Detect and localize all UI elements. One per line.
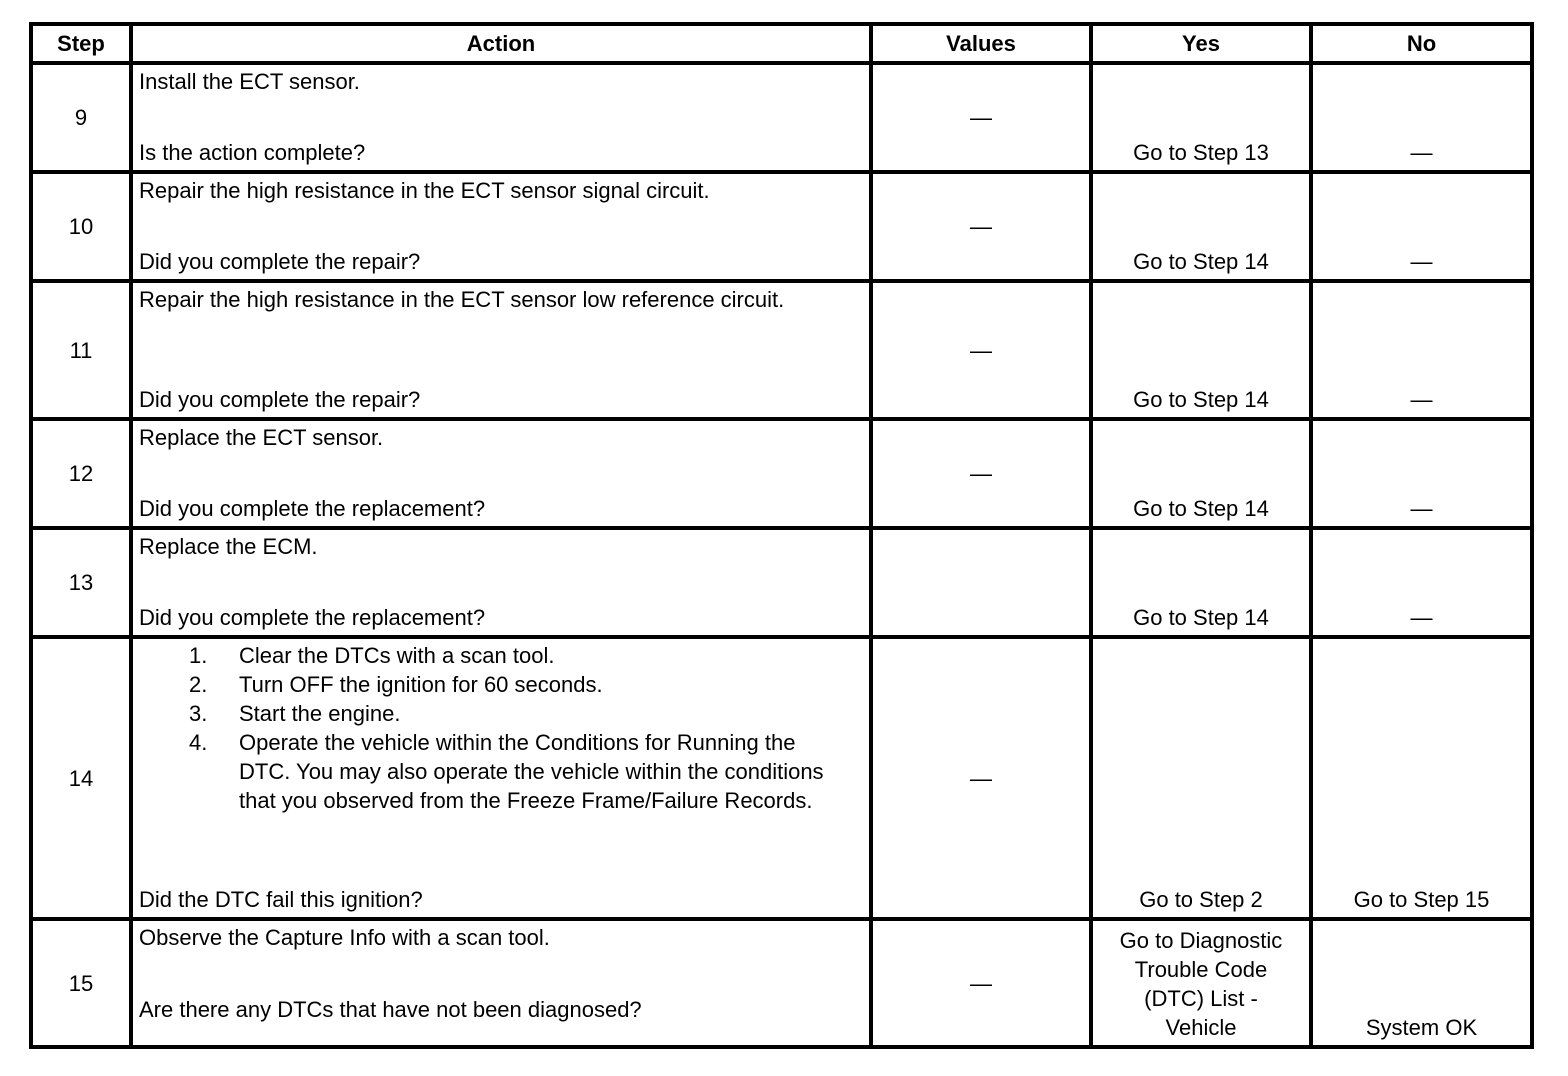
action-question: Did you complete the repair?	[139, 387, 421, 412]
yes-result: Go to Diagnostic Trouble Code (DTC) List - Vehicle	[1119, 928, 1283, 1040]
table-row	[31, 528, 1532, 637]
header-values: Values	[871, 24, 1091, 63]
no-result: —	[1410, 387, 1433, 412]
no-cell	[1311, 637, 1532, 919]
action-question: Did the DTC fail this ignition?	[139, 887, 423, 912]
table-row	[31, 172, 1532, 281]
action-cell	[131, 637, 871, 919]
header-yes: Yes	[1091, 24, 1311, 63]
no-cell	[1311, 528, 1532, 637]
action-question: Are there any DTCs that have not been diagnosed?	[139, 997, 642, 1022]
table-row	[31, 281, 1532, 419]
action-cell	[131, 419, 871, 528]
header-action: Action	[131, 24, 871, 63]
substep-text: Operate the vehicle within the Conditions for Running the DTC. You may also operate the vehicle within the conditions that you observed from the Freeze Frame/Failure Records.	[239, 730, 824, 813]
action-cell	[131, 528, 871, 637]
step-number: 13	[31, 528, 131, 637]
step-number: 10	[31, 172, 131, 281]
yes-cell	[1091, 281, 1311, 419]
substep-list	[139, 641, 863, 815]
yes-cell	[1091, 63, 1311, 172]
values-cell: —	[871, 63, 1091, 172]
action-cell	[131, 172, 871, 281]
values-cell: —	[871, 419, 1091, 528]
table-row	[31, 919, 1532, 1047]
substep-text: Turn OFF the ignition for 60 seconds.	[239, 672, 603, 697]
list-item	[189, 641, 863, 670]
action-cell	[131, 281, 871, 419]
header-step: Step	[31, 24, 131, 63]
step-number: 14	[31, 637, 131, 919]
values-cell: —	[871, 637, 1091, 919]
list-item	[189, 728, 863, 815]
substep-text: Clear the DTCs with a scan tool.	[239, 643, 555, 668]
yes-cell	[1091, 637, 1311, 919]
no-cell	[1311, 419, 1532, 528]
no-result: System OK	[1365, 1015, 1478, 1040]
list-item	[189, 670, 863, 699]
substep-number: 3.	[189, 701, 208, 726]
action-cell	[131, 63, 871, 172]
substep-number: 1.	[189, 643, 208, 668]
yes-result: Go to Step 13	[1133, 140, 1269, 165]
table-header-row	[31, 24, 1532, 63]
values-cell: —	[871, 281, 1091, 419]
table-row	[31, 419, 1532, 528]
no-cell	[1311, 63, 1532, 172]
substep-number: 2.	[189, 672, 208, 697]
list-item	[189, 699, 863, 728]
values-cell: —	[871, 172, 1091, 281]
action-text: Repair the high resistance in the ECT sensor signal circuit.	[139, 178, 710, 203]
yes-result: Go to Step 14	[1133, 496, 1269, 521]
no-result: —	[1410, 249, 1433, 274]
step-number: 12	[31, 419, 131, 528]
no-cell	[1311, 172, 1532, 281]
substep-number: 4.	[189, 730, 208, 755]
yes-result: Go to Step 2	[1139, 887, 1263, 912]
action-text: Replace the ECM.	[139, 534, 318, 559]
yes-cell	[1091, 172, 1311, 281]
step-number: 11	[31, 281, 131, 419]
action-question: Did you complete the repair?	[139, 249, 421, 274]
substep-text: Start the engine.	[239, 701, 401, 726]
action-text: Repair the high resistance in the ECT sensor low reference circuit.	[139, 287, 785, 312]
no-result: —	[1410, 496, 1433, 521]
step-number: 9	[31, 63, 131, 172]
action-question: Did you complete the replacement?	[139, 496, 486, 521]
action-text: Install the ECT sensor.	[139, 69, 360, 94]
diagnostic-table	[29, 22, 1534, 1049]
action-text: Observe the Capture Info with a scan tool.	[139, 925, 550, 950]
action-question: Did you complete the replacement?	[139, 605, 486, 630]
no-result: Go to Step 15	[1353, 887, 1490, 912]
action-question: Is the action complete?	[139, 140, 366, 165]
yes-cell	[1091, 919, 1311, 1047]
yes-cell	[1091, 419, 1311, 528]
table-row	[31, 63, 1532, 172]
step-number: 15	[31, 919, 131, 1047]
yes-result: Go to Step 14	[1133, 605, 1269, 630]
table-row	[31, 637, 1532, 919]
values-cell: —	[871, 919, 1091, 1047]
yes-cell	[1091, 528, 1311, 637]
values-cell	[871, 528, 1091, 637]
yes-result: Go to Step 14	[1133, 249, 1269, 274]
action-cell	[131, 919, 871, 1047]
no-cell	[1311, 281, 1532, 419]
action-text: Replace the ECT sensor.	[139, 425, 384, 450]
no-result: —	[1410, 605, 1433, 630]
yes-result: Go to Step 14	[1133, 387, 1269, 412]
header-no: No	[1311, 24, 1532, 63]
no-result: —	[1410, 140, 1433, 165]
no-cell	[1311, 919, 1532, 1047]
